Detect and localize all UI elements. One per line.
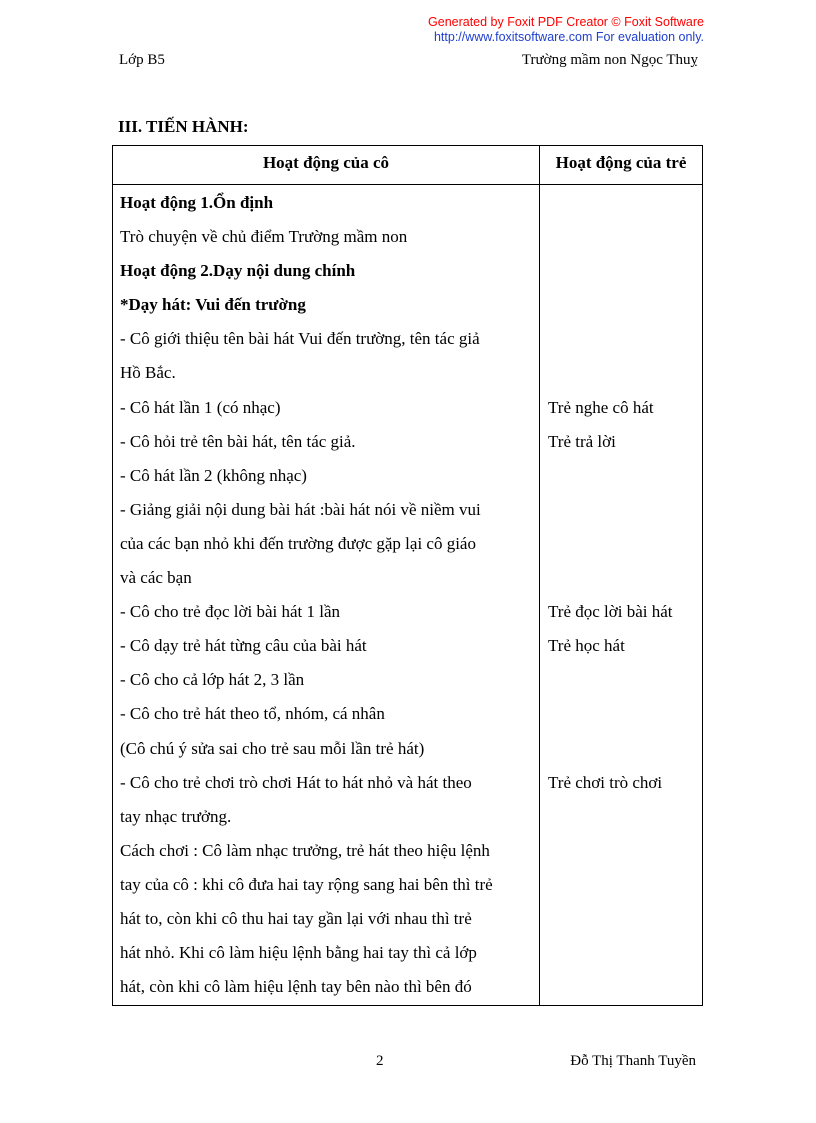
child-line [548,254,698,288]
child-line [548,834,698,868]
watermark-line-2: http://www.foxitsoftware.com For evaluation only. [433,30,704,44]
child-line: Trẻ học hát [548,636,625,656]
teacher-line: *Dạy hát: Vui đến trường [120,295,306,315]
child-line: Trẻ chơi trò chơi [548,772,663,792]
child-line: Trẻ nghe cô hát [548,397,654,417]
teacher-line: - Cô hát lần 1 (có nhạc) [120,397,281,417]
child-line [548,288,698,322]
teacher-line: tay của cô : khi cô đưa hai tay rộng sang hai bên thì trẻ [120,874,493,894]
teacher-line: Cách chơi : Cô làm nhạc trưởng, trẻ hát theo hiệu lệnh [120,840,490,860]
teacher-line: - Giảng giải nội dung bài hát :bài hát nói về niềm vui [120,499,481,519]
child-line [548,697,698,731]
header-school-name: Trường mầm non Ngọc Thuỵ [521,52,698,68]
child-line [548,322,698,356]
child-line [548,970,698,1004]
teacher-line: Hoạt động 1.Ổn định [120,193,274,212]
watermark-line-1: Generated by Foxit PDF Creator © Foxit Software [428,15,704,29]
child-line [548,356,698,390]
child-line [548,868,698,902]
teacher-line: Hồ Bắc. [120,363,176,383]
header-class-name: Lớp B5 [119,52,165,68]
teacher-line: - Cô cho trẻ hát theo tổ, nhóm, cá nhân [120,704,385,724]
header-teacher-activity: Hoạt động của cô [262,153,390,172]
teacher-line: - Cô cho cả lớp hát 2, 3 lần [120,670,305,690]
section-title: III. TIẾN HÀNH: [118,117,249,136]
table-header [113,146,702,185]
teacher-line: hát, còn khi cô làm hiệu lệnh tay bên nào thì bên đó [120,977,472,997]
page-number: 2 [376,1053,384,1069]
header-child-activity: Hoạt động của trẻ [555,153,687,172]
child-line: Trẻ trả lời [548,431,616,451]
child-line [548,527,698,561]
column-divider [539,146,540,1005]
teacher-line: - Cô dạy trẻ hát từng câu của bài hát [120,636,367,656]
teacher-line: (Cô chú ý sửa sai cho trẻ sau mỗi lần trẻ hát) [120,738,425,758]
teacher-line: của các bạn nhỏ khi đến trường được gặp lại cô giáo [120,533,476,553]
teacher-line: - Cô hỏi trẻ tên bài hát, tên tác giả. [120,431,356,451]
teacher-line: Trò chuyện về chủ điểm Trường mầm non [120,227,408,247]
teacher-activity-column [120,186,535,1004]
child-line: Trẻ đọc lời bài hát [548,602,673,622]
child-line [548,459,698,493]
child-activity-column [548,186,698,1004]
teacher-line: và các bạn [120,568,192,588]
child-line [548,936,698,970]
child-line [548,732,698,766]
child-line [548,493,698,527]
teacher-line: hát nhỏ. Khi cô làm hiệu lệnh bằng hai tay thì cả lớp [120,943,477,963]
child-line [548,220,698,254]
child-line [548,663,698,697]
child-line [548,902,698,936]
teacher-line: - Cô cho trẻ đọc lời bài hát 1 lần [120,602,341,622]
child-line [548,800,698,834]
teacher-line: tay nhạc trưởng. [120,806,232,826]
teacher-line: - Cô giới thiệu tên bài hát Vui đến trường, tên tác giả [120,329,480,349]
child-line [548,561,698,595]
child-line [548,186,698,220]
activity-table [112,145,703,1006]
author-name: Đỗ Thị Thanh Tuyền [570,1053,696,1069]
teacher-line: - Cô cho trẻ chơi trò chơi Hát to hát nhỏ và hát theo [120,772,472,792]
teacher-line: hát to, còn khi cô thu hai tay gần lại với nhau thì trẻ [120,908,472,928]
teacher-line: - Cô hát lần 2 (không nhạc) [120,465,307,485]
teacher-line: Hoạt động 2.Dạy nội dung chính [120,261,356,281]
foxit-watermark [428,15,704,45]
